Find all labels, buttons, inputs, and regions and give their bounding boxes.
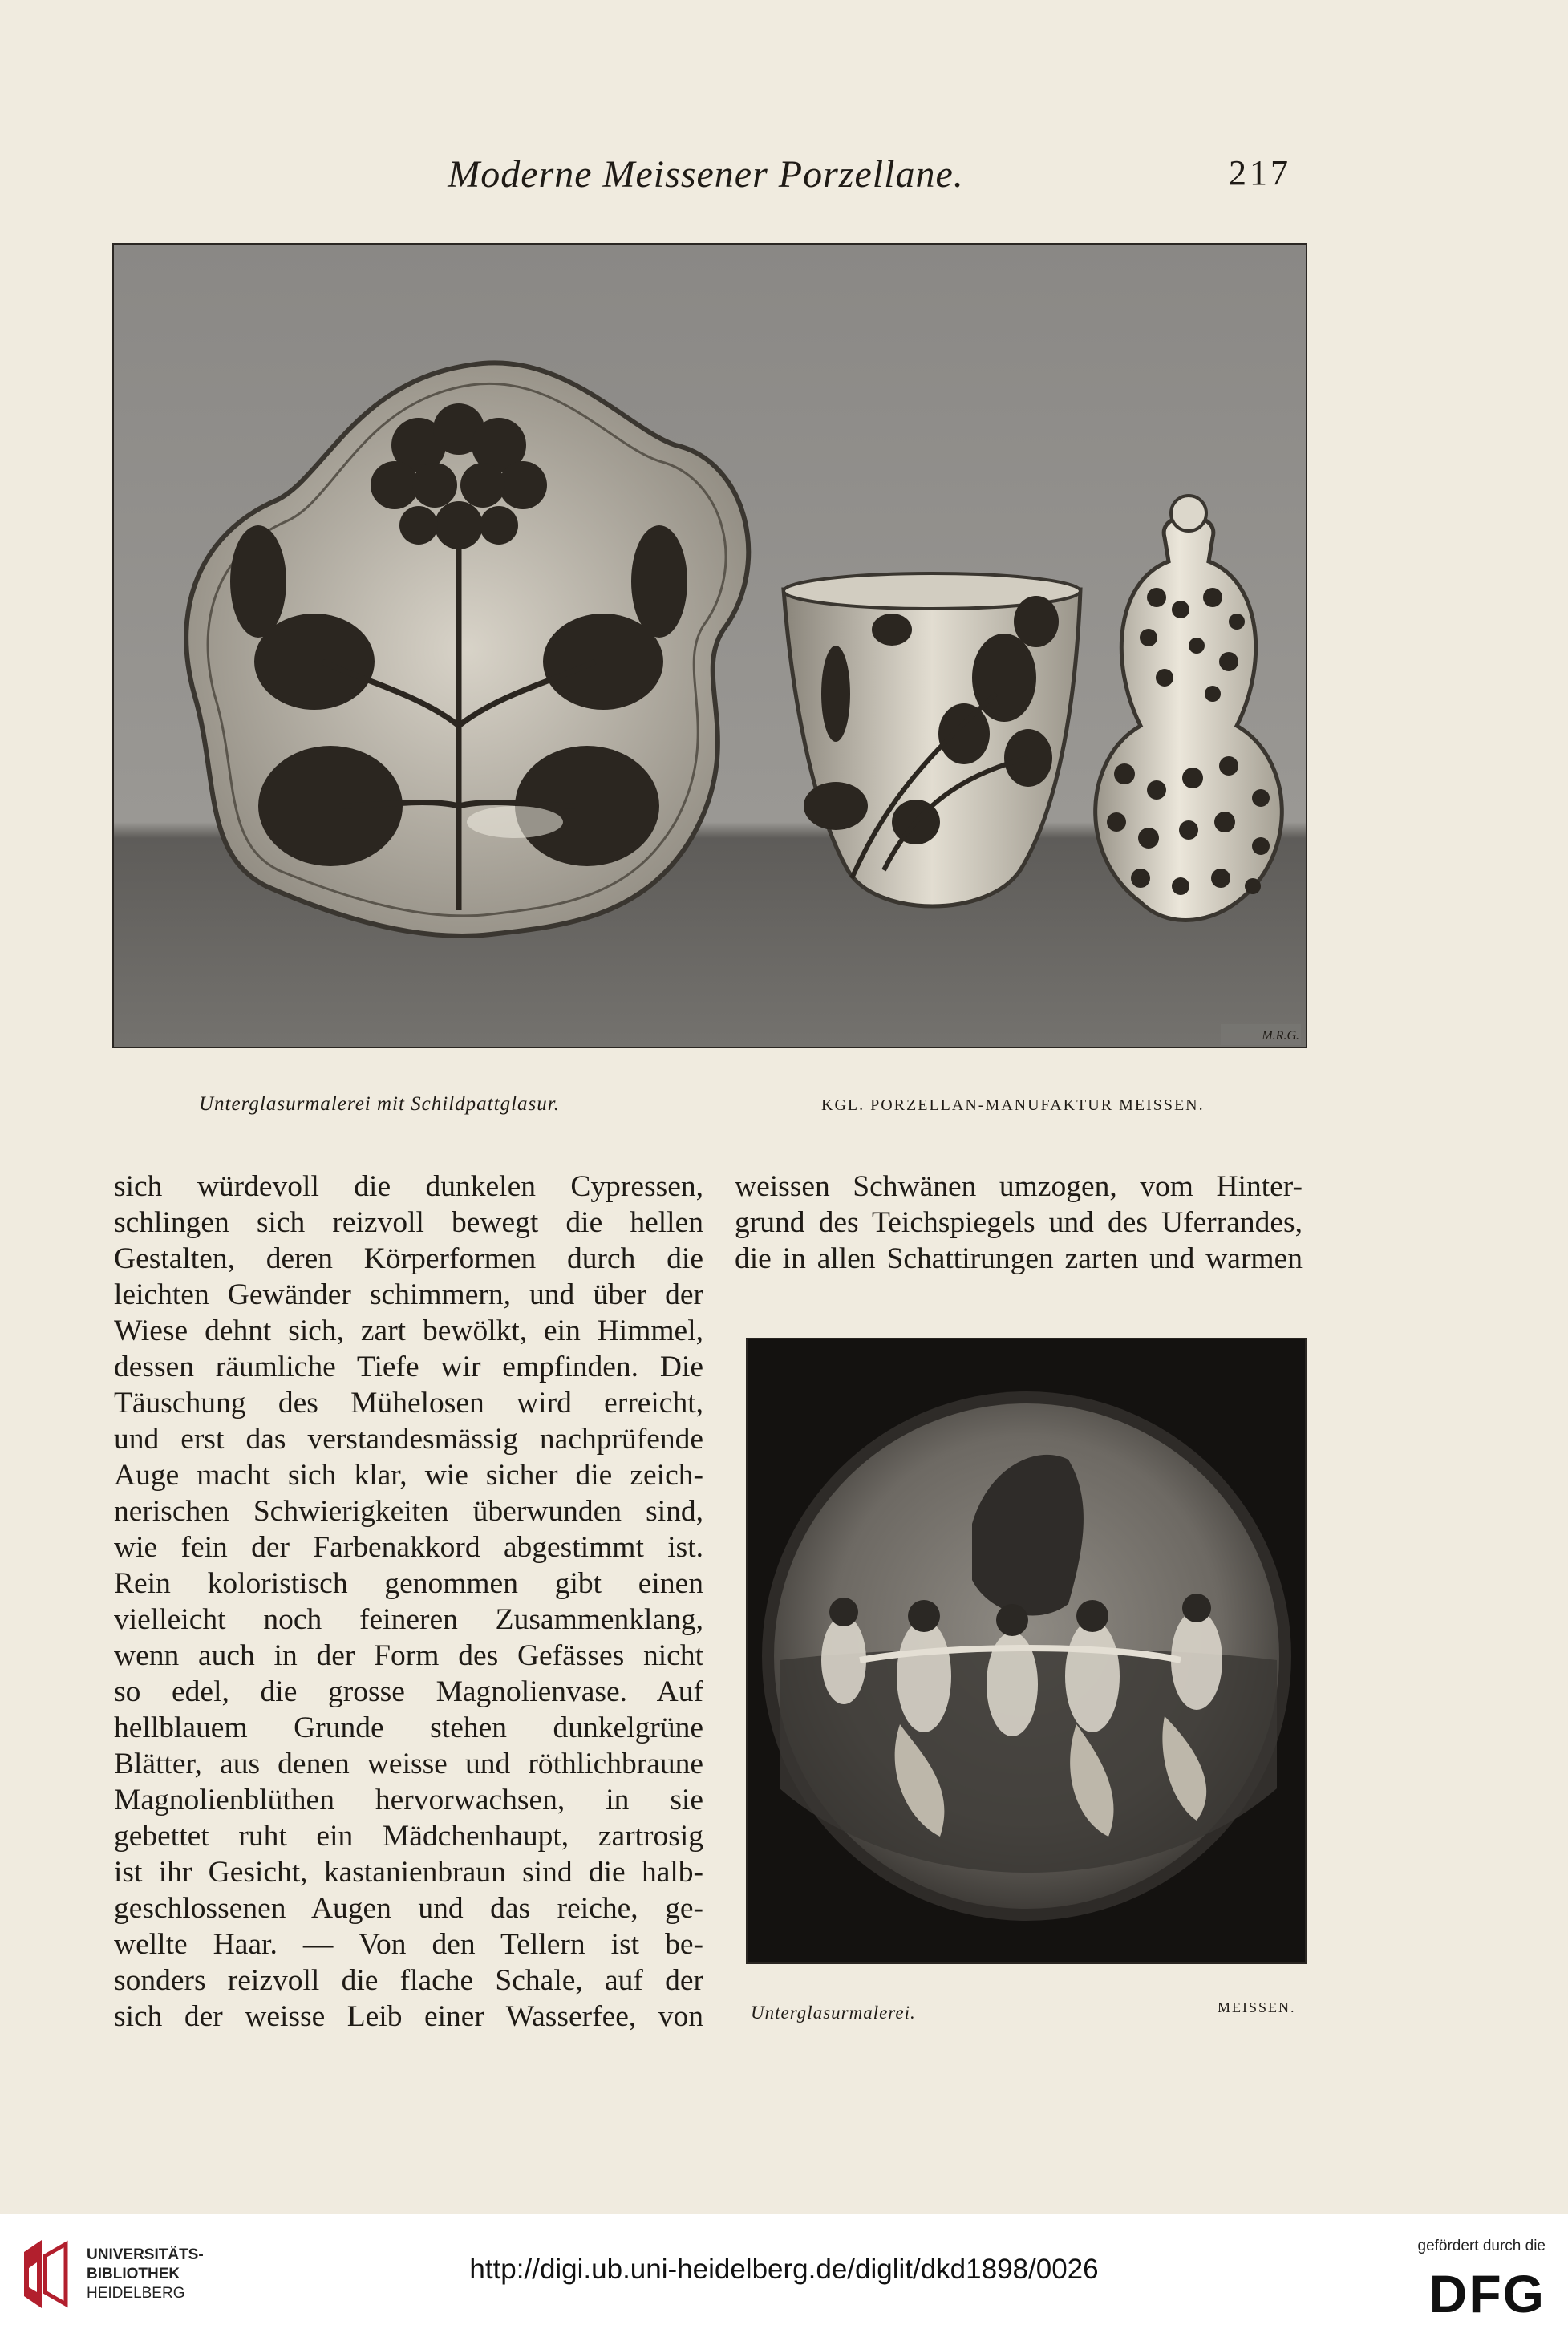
text-line: Gestalten, deren Körperformen durch die (114, 1242, 703, 1275)
porcelain-photograph (112, 243, 1307, 1048)
text-line: wie fein der Farbenakkord abgestimmt ist. (114, 1531, 703, 1564)
figure-top-credit: KGL. PORZELLAN-MANUFAKTUR MEISSEN. (821, 1096, 1205, 1114)
page-number: 217 (1229, 153, 1291, 192)
library-name-line: BIBLIOTHEK (87, 2266, 180, 2282)
text-line: wellte Haar. — Von den Tellern ist be- (114, 1928, 703, 1961)
porcelain-group-image (114, 245, 1306, 1047)
text-line: sich der weisse Leib einer Wasserfee, von (114, 2000, 703, 2033)
text-line: weissen Schwänen umzogen, vom Hinter- (735, 1170, 1303, 1203)
text-line: sich würdevoll die dunkelen Cypressen, (114, 1170, 703, 1203)
text-line: und erst das verstandesmässig nachprüfende (114, 1423, 703, 1456)
engraver-monogram: M.R.G. (1262, 1029, 1299, 1043)
body-text-left-column (114, 1169, 703, 2035)
figure-right-credit: MEISSEN. (1218, 1999, 1296, 2015)
text-line: Auge macht sich klar, wie sicher die zeich- (114, 1459, 703, 1492)
text-line: grund des Teichspiegels und des Uferrandes, (735, 1206, 1303, 1239)
text-line: wenn auch in der Form des Gefässes nicht (114, 1639, 703, 1672)
dancing-figures-plate-image (748, 1339, 1305, 1962)
text-line: leichten Gewänder schimmern, und über der (114, 1278, 703, 1311)
text-line: schlingen sich reizvoll bewegt die hellen (114, 1206, 703, 1239)
text-line: dessen räumliche Tiefe wir empfinden. Die (114, 1351, 703, 1383)
digitization-footer (0, 2214, 1568, 2333)
figure-top-caption: Unterglasurmalerei mit Schildpattglasur. (199, 1093, 560, 1115)
dfg-logo: DFG (1428, 2264, 1546, 2323)
text-line: Täuschung des Mühelosen wird erreicht, (114, 1387, 703, 1420)
text-line: nerischen Schwierigkeiten überwunden sind, (114, 1495, 703, 1528)
text-line: hellblauem Grunde stehen dunkelgrüne (114, 1711, 703, 1744)
text-line: so edel, die grosse Magnolienvase. Auf (114, 1675, 703, 1708)
text-line: Rein koloristisch genommen gibt einen (114, 1567, 703, 1600)
text-line: Wiese dehnt sich, zart bewölkt, ein Himmel, (114, 1314, 703, 1347)
permalink-url[interactable]: http://digi.ub.uni-heidelberg.de/diglit/dkd1898/0026 (469, 2254, 1099, 2285)
text-line: sonders reizvoll die flache Schale, auf der (114, 1964, 703, 1997)
plate-photograph (746, 1338, 1307, 1964)
funder-label: gefördert durch die (1417, 2238, 1546, 2254)
text-line: geschlossenen Augen und das reiche, ge- (114, 1892, 703, 1925)
text-line: Blätter, aus denen weisse und röthlichbraune (114, 1748, 703, 1780)
page-header (112, 152, 1299, 209)
library-name-line: UNIVERSITÄTS- (87, 2246, 204, 2263)
library-name-line: HEIDELBERG (87, 2285, 185, 2302)
running-title: Moderne Meissener Porzellane. (448, 153, 964, 196)
text-line: die in allen Schattirungen zarten und warmen (735, 1242, 1303, 1275)
text-line: Magnolienblüthen hervorwachsen, in sie (114, 1784, 703, 1817)
text-line: gebettet ruht ein Mädchenhaupt, zartrosig (114, 1820, 703, 1853)
text-line: ist ihr Gesicht, kastanienbraun sind die halb- (114, 1856, 703, 1889)
figure-right-caption: Unterglasurmalerei. (751, 2003, 916, 2023)
text-line: vielleicht noch feineren Zusammenklang, (114, 1603, 703, 1636)
body-text-right-column (735, 1169, 1303, 1277)
